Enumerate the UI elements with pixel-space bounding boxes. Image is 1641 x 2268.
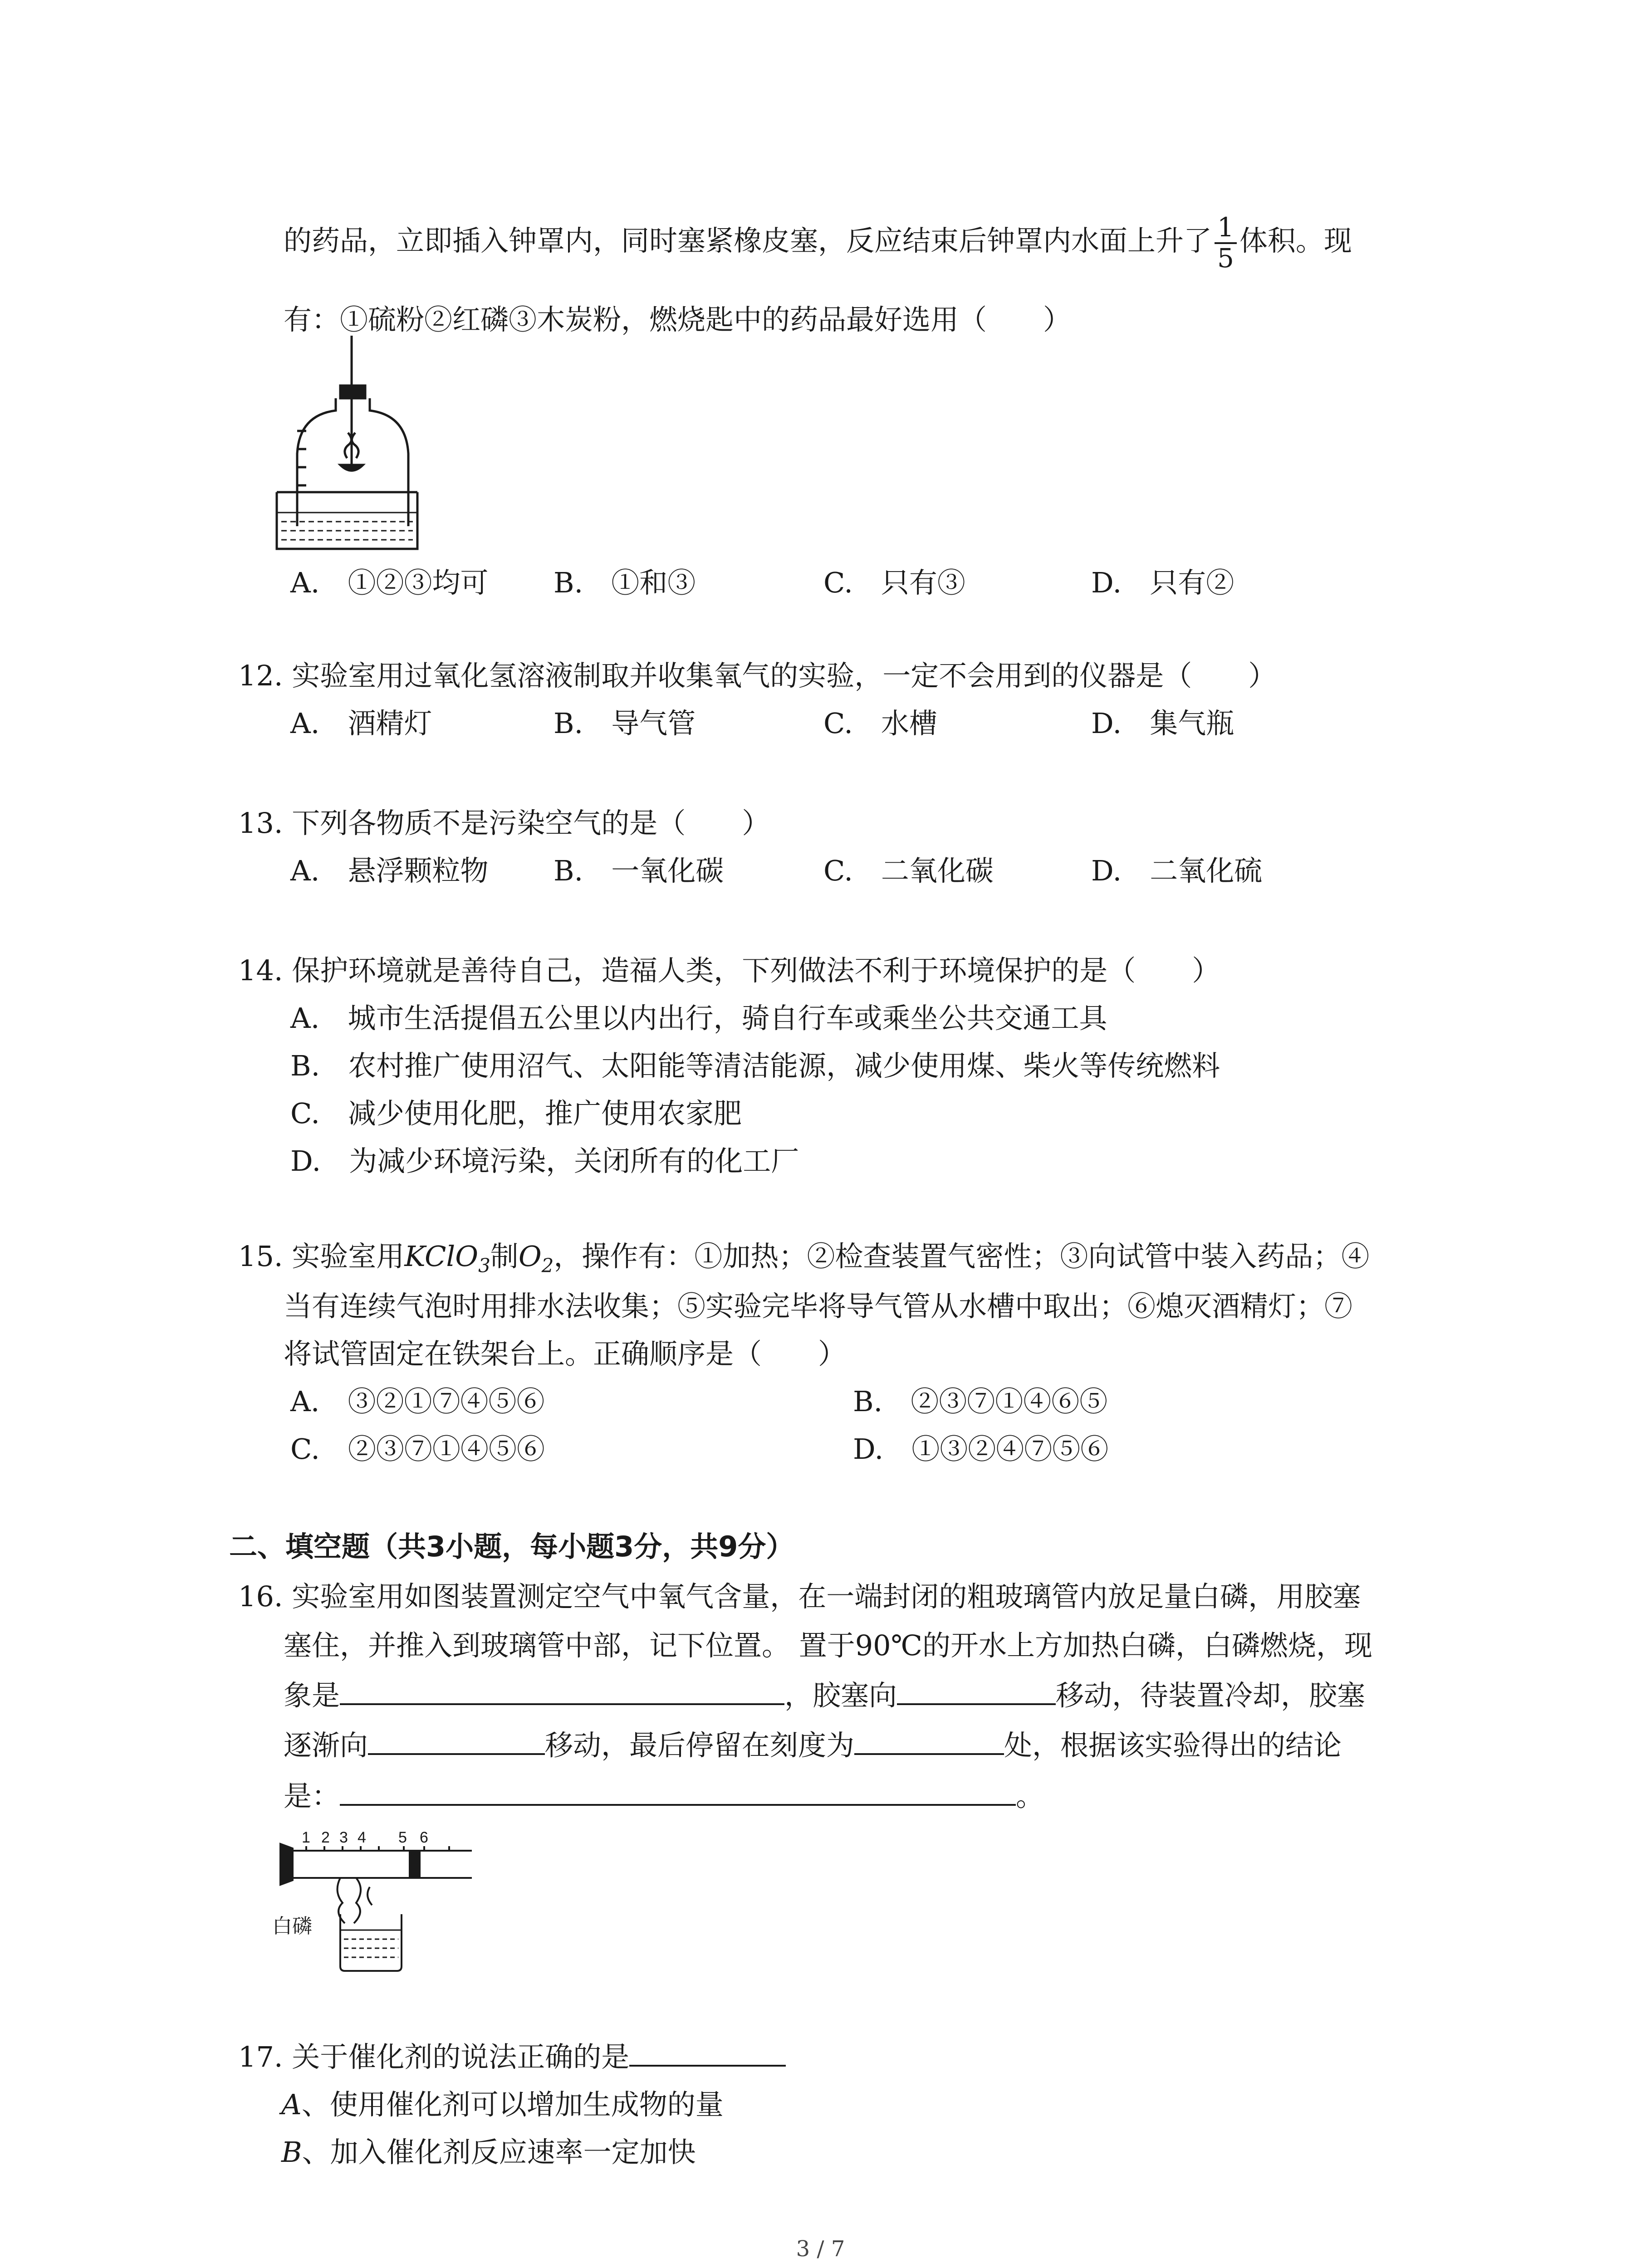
answer-blank-phenomenon[interactable] (340, 1678, 784, 1705)
q16-line3-b: ，胶塞向 (784, 1679, 897, 1712)
q16-line4-a: 逐渐向 (284, 1729, 368, 1762)
q16-line3-c: 移动，待装置冷却，胶塞 (1056, 1679, 1366, 1712)
q16-line5-b: 。 (1016, 1779, 1044, 1813)
q11-line2: 有：①硫粉②红磷③木炭粉，燃烧匙中的药品最好选用（ ） (284, 303, 1072, 336)
bell-jar-figure (272, 336, 422, 562)
answer-blank-direction-2[interactable] (368, 1728, 545, 1755)
q17-stem-text: 17. 关于催化剂的说法正确的是 (238, 2040, 630, 2073)
q14-option-c[interactable]: C. 减少使用化肥，推广使用农家肥 (290, 1097, 742, 1130)
q17-option-b-letter: B (281, 2136, 302, 2169)
q16-line4-c: 处，根据该实验得出的结论 (1004, 1729, 1342, 1762)
q16-line2: 塞住，并推入到玻璃管中部，记下位置。 置于90℃的开水上方加热白磷，白磷燃烧，现 (284, 1629, 1372, 1662)
q11-option-d[interactable]: D. 只有② (1091, 566, 1234, 599)
q14-option-d[interactable]: D. 为减少环境污染，关闭所有的化工厂 (290, 1144, 799, 1178)
page-number: 3 / 7 (796, 2236, 845, 2262)
scale-label-2: 2 (321, 1829, 330, 1846)
rubber-stopper (340, 386, 365, 398)
formula-o2: O (518, 1240, 542, 1273)
q15-option-b[interactable]: B. ②③⑦①④⑥⑤ (853, 1385, 1108, 1418)
q15-stem-line2: 当有连续气泡时用排水法收集；⑤实验完毕将导气管从水槽中取出；⑥熄灭酒精灯；⑦ (284, 1290, 1353, 1323)
q14-option-b[interactable]: B. 农村推广使用沼气、太阳能等清洁能源，减少使用煤、柴火等传统燃料 (290, 1049, 1220, 1082)
rubber-plug (410, 1852, 420, 1878)
q17-option-b[interactable] (281, 2130, 696, 2170)
q13-option-a[interactable]: A. 悬浮颗粒物 (290, 854, 489, 887)
q11-option-b[interactable]: B. ①和③ (554, 566, 696, 599)
q15-option-a[interactable]: A. ③②①⑦④⑤⑥ (290, 1385, 545, 1418)
q12-option-b[interactable]: B. 导气管 (554, 707, 696, 740)
q11-line1-text: 的药品，立即插入钟罩内，同时塞紧橡皮塞，反应结束后钟罩内水面上升了 (284, 224, 1212, 257)
q16-line5-a: 是： (284, 1779, 340, 1813)
answer-blank-direction-1[interactable] (897, 1678, 1056, 1705)
section-heading: 二、填空题（共3小题，每小题3分，共9分） (229, 1530, 794, 1563)
q15-option-d[interactable]: D. ①③②④⑦⑤⑥ (853, 1432, 1109, 1466)
white-phosphorus-label: 白磷 (272, 1915, 312, 1938)
formula-kclo3: KClO (404, 1240, 479, 1273)
q15-stem-prefix: 15. 实验室用 (238, 1240, 405, 1273)
spoon-cup (340, 465, 363, 471)
q14-option-a[interactable]: A. 城市生活提倡五公里以内出行，骑自行车或乘坐公共交通工具 (290, 1002, 1107, 1035)
q17-stem (238, 2034, 786, 2075)
q17-option-a[interactable] (281, 2082, 724, 2122)
q15-option-c[interactable]: C. ②③⑦①④⑤⑥ (290, 1432, 545, 1466)
q11-option-a[interactable]: A. ①②③均可 (290, 566, 489, 599)
q12-option-d[interactable]: D. 集气瓶 (1091, 707, 1234, 740)
answer-blank-scale[interactable] (854, 1728, 1004, 1755)
q15-stem-line3: 将试管固定在铁架台上。正确顺序是（ ） (284, 1337, 847, 1370)
q12-option-c[interactable]: C. 水槽 (823, 707, 937, 740)
q13-option-d[interactable]: D. 二氧化硫 (1091, 854, 1263, 887)
q14-stem: 14. 保护环境就是善待自己，造福人类，下列做法不利于环境保护的是（ ） (238, 954, 1220, 987)
fraction-denominator: 5 (1217, 242, 1234, 274)
q16-line1: 16. 实验室用如图装置测定空气中氧气含量，在一端封闭的粗玻璃管内放足量白磷，用胶塞 (238, 1580, 1361, 1613)
scale-label-3: 3 (339, 1829, 348, 1846)
formula-subscript-3: 3 (478, 1254, 490, 1277)
q12-stem: 12. 实验室用过氧化氢溶液制取并收集氧气的实验，一定不会用到的仪器是（ ） (238, 659, 1277, 692)
q11-line1 (284, 213, 1352, 273)
fraction-one-fifth (1215, 213, 1237, 273)
scale-label-6: 6 (420, 1829, 428, 1846)
q17-option-a-letter: A (281, 2088, 302, 2121)
q11-option-c[interactable]: C. 只有③ (823, 566, 965, 599)
q16-line5 (284, 1774, 1044, 1814)
flame-smoke (338, 1878, 372, 1923)
scale-label-5: 5 (398, 1829, 407, 1846)
q12-option-a[interactable]: A. 酒精灯 (290, 707, 432, 740)
sealed-tube-end (280, 1844, 293, 1885)
beaker (340, 1914, 402, 1971)
q16-line4 (284, 1723, 1342, 1763)
q17-option-a-text: 、使用催化剂可以增加生成物的量 (301, 2088, 724, 2121)
scale-label-4: 4 (358, 1829, 366, 1846)
answer-blank-catalyst[interactable] (629, 2039, 786, 2067)
q13-stem: 13. 下列各物质不是污染空气的是（ ） (238, 807, 770, 840)
scale-label-1: 1 (302, 1829, 310, 1846)
q17-option-b-text: 、加入催化剂反应速率一定加快 (302, 2136, 696, 2169)
glass-tube-figure (272, 1823, 481, 1978)
q13-option-c[interactable]: C. 二氧化碳 (823, 854, 994, 887)
q11-line1-tail: 体积。现 (1239, 224, 1352, 257)
q15-stem-mid: 制 (490, 1240, 519, 1273)
q13-option-b[interactable]: B. 一氧化碳 (554, 854, 724, 887)
q15-stem-rest: ，操作有：①加热；②检查装置气密性；③向试管中装入药品；④ (554, 1240, 1370, 1273)
fraction-numerator: 1 (1215, 213, 1237, 244)
q16-line4-b: 移动，最后停留在刻度为 (545, 1729, 855, 1762)
formula-subscript-2: 2 (541, 1254, 554, 1277)
answer-blank-conclusion[interactable] (340, 1779, 1016, 1806)
q16-line3 (284, 1673, 1365, 1713)
q15-stem-line1 (238, 1234, 1369, 1276)
q16-line3-a: 象是 (284, 1679, 340, 1712)
